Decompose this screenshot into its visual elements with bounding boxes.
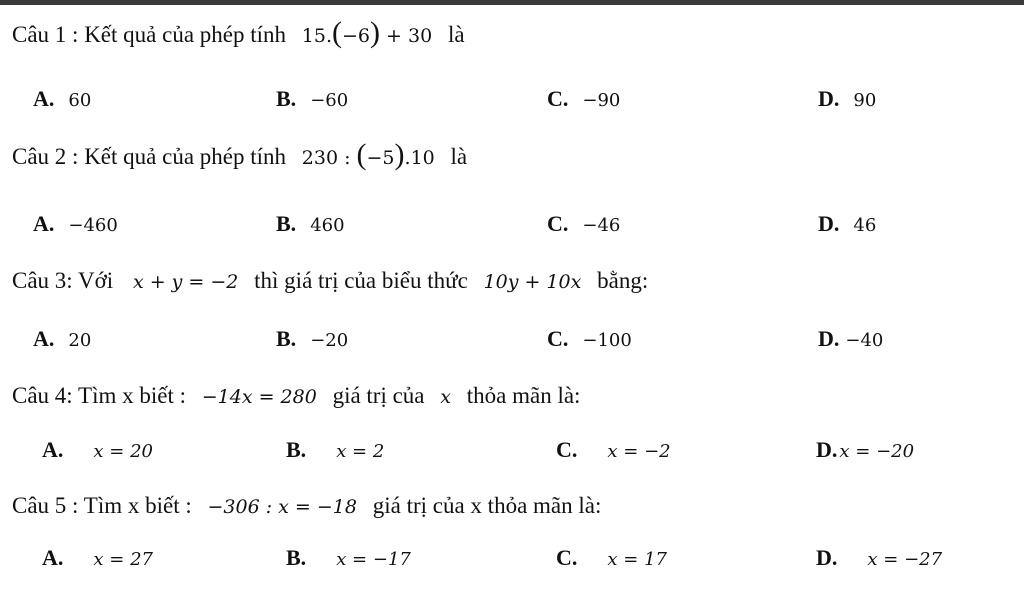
q4-option-d[interactable]	[816, 437, 914, 463]
option-label: A.	[42, 545, 64, 570]
question-2-prefix: Câu 2 : Kết quả của phép tính	[12, 144, 287, 169]
q1-option-c[interactable]	[547, 86, 620, 112]
option-label: D.	[818, 326, 840, 351]
q4-option-c[interactable]	[556, 437, 671, 463]
option-value: −460	[68, 215, 118, 236]
question-3-middle: thì giá trị của biểu thức	[254, 268, 468, 293]
q1-option-d[interactable]	[818, 86, 876, 112]
question-1-expr-c: + 30	[380, 25, 433, 47]
q5-option-b[interactable]	[286, 545, 411, 571]
option-label: D.	[818, 211, 840, 236]
option-value: −100	[582, 330, 632, 351]
q2-option-d[interactable]	[818, 211, 876, 237]
option-value: −20	[310, 330, 349, 351]
option-value: x = 17	[607, 549, 667, 570]
q3-option-d[interactable]	[818, 326, 883, 352]
question-3-expr2: 10y + 10x	[483, 271, 582, 293]
option-value: x = −2	[607, 441, 671, 462]
q2-option-a[interactable]	[33, 211, 118, 237]
question-4-expr1: −14x = 280	[201, 386, 317, 408]
question-4-prefix: Câu 4: Tìm x biết :	[12, 383, 186, 408]
option-label: A.	[33, 211, 55, 236]
question-2-expr-b: −5	[366, 147, 395, 169]
question-1-suffix: là	[447, 22, 465, 47]
option-label: B.	[276, 211, 297, 236]
question-4-expr2: x	[440, 386, 451, 408]
option-value: 460	[310, 215, 345, 236]
q5-option-d[interactable]	[816, 545, 942, 571]
question-4-suffix: thỏa mãn là:	[466, 383, 581, 408]
option-value: x = −27	[867, 549, 943, 570]
question-2-expr-c: .10	[404, 147, 435, 169]
option-value: x = 27	[93, 549, 153, 570]
option-value: 20	[68, 330, 92, 351]
option-label: B.	[276, 86, 297, 111]
option-label: C.	[556, 437, 578, 462]
q3-option-c[interactable]	[547, 326, 632, 352]
question-1-prefix: Câu 1 : Kết quả của phép tính	[12, 22, 287, 47]
question-5-prefix: Câu 5 : Tìm x biết :	[12, 493, 192, 518]
question-3-suffix: bằng:	[597, 268, 649, 293]
q2-option-c[interactable]	[547, 211, 620, 237]
option-label: C.	[556, 545, 578, 570]
option-label: C.	[547, 326, 569, 351]
question-2-suffix: là	[450, 144, 468, 169]
question-1: Câu 1 : Kết quả của phép tính 15.(−6) + 30 là	[12, 16, 465, 49]
q1-option-a[interactable]	[33, 86, 91, 112]
option-label: C.	[547, 86, 569, 111]
question-2-expr-a: 230 :	[301, 147, 357, 169]
question-5	[12, 493, 601, 519]
question-4	[12, 383, 580, 409]
option-label: C.	[547, 211, 569, 236]
q5-option-a[interactable]	[42, 545, 153, 571]
option-value: −60	[310, 90, 349, 111]
question-2: Câu 2 : Kết quả của phép tính 230 : (−5).10 là	[12, 138, 468, 171]
option-value: 60	[68, 90, 92, 111]
option-label: A.	[42, 437, 64, 462]
option-value: x = 2	[336, 441, 385, 462]
question-3-expr1: x + y = −2	[132, 271, 239, 293]
option-label: B.	[276, 326, 297, 351]
option-value: x = −17	[336, 549, 411, 570]
option-value: x = −20	[839, 441, 915, 462]
option-label: A.	[33, 326, 55, 351]
option-value: −46	[582, 215, 621, 236]
question-4-middle: giá trị của	[332, 383, 425, 408]
q3-option-a[interactable]	[33, 326, 91, 352]
question-3	[12, 268, 648, 294]
question-1-expr-a: 15.	[301, 25, 332, 47]
option-label: A.	[33, 86, 55, 111]
option-value: −40	[845, 330, 884, 351]
option-value: 46	[853, 215, 877, 236]
option-value: 90	[853, 90, 877, 111]
q4-option-a[interactable]	[42, 437, 153, 463]
option-value: −90	[582, 90, 621, 111]
question-1-expr-b: −6	[341, 25, 370, 47]
question-5-suffix: giá trị của x thỏa mãn là:	[372, 493, 602, 518]
option-value: x = 20	[93, 441, 153, 462]
option-label: B.	[286, 437, 307, 462]
question-5-expr1: −306 : x = −18	[207, 496, 357, 518]
q1-option-b[interactable]	[276, 86, 348, 112]
q5-option-c[interactable]	[556, 545, 667, 571]
q2-option-b[interactable]	[276, 211, 345, 237]
option-label: D.	[816, 437, 838, 462]
option-label: B.	[286, 545, 307, 570]
option-label: D.	[818, 86, 840, 111]
q4-option-b[interactable]	[286, 437, 384, 463]
option-label: D.	[816, 545, 838, 570]
question-3-prefix: Câu 3: Với	[12, 268, 114, 293]
q3-option-b[interactable]	[276, 326, 348, 352]
top-border	[0, 0, 1024, 5]
